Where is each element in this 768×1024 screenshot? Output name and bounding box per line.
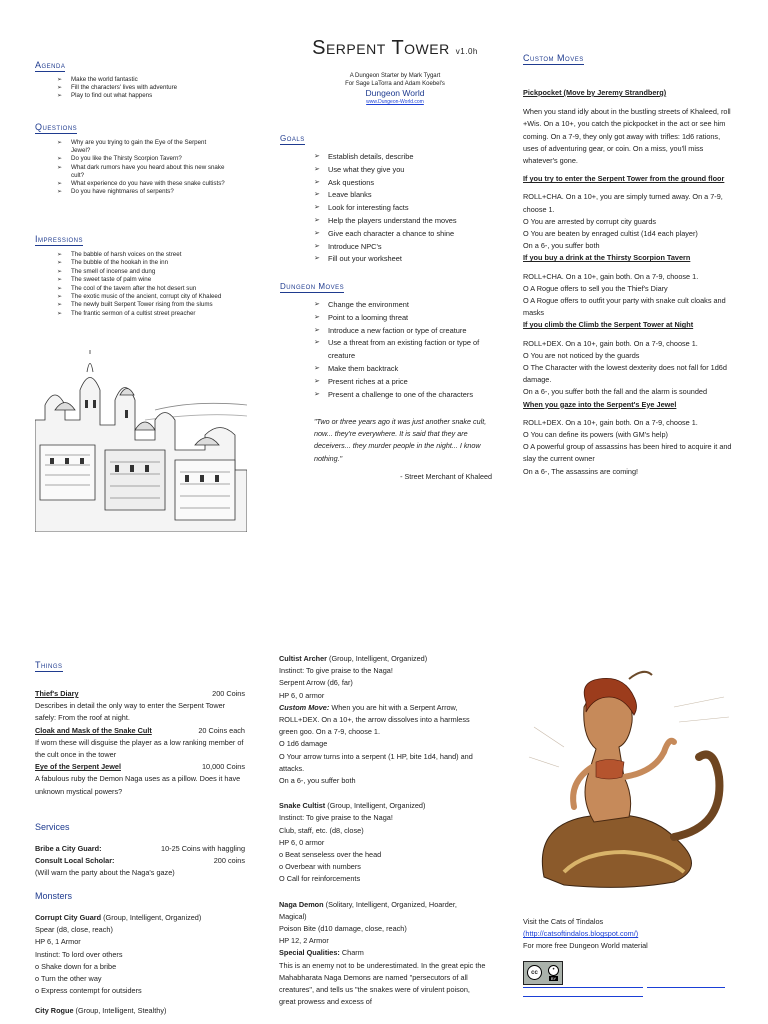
list-item: ➢ The babble of harsh voices on the street bbox=[55, 251, 255, 259]
list-item: ➢ Present riches at a price bbox=[312, 376, 495, 389]
visit-line: Visit the Cats of Tindalos bbox=[523, 917, 604, 926]
monsters-continued bbox=[279, 653, 486, 1008]
for-line: For Sage LaTorra and Adam Koebel's bbox=[345, 81, 445, 87]
services-section bbox=[35, 822, 245, 880]
naga-special: Charm bbox=[341, 948, 364, 958]
enter-tower-option: O You are beaten by enraged cultist (1d4 each player) bbox=[523, 229, 698, 239]
naga-demon-illustration bbox=[524, 667, 734, 891]
list-item: ➢ The exotic music of the ancient, corrupt city of Khaleed bbox=[55, 293, 255, 301]
eye-jewel-name: Eye of the Serpent Jewel bbox=[35, 762, 121, 772]
thiefs-diary-price: 200 Coins bbox=[212, 689, 245, 698]
list-item: ➢ Make them backtrack bbox=[312, 363, 495, 376]
list-item: ➢ Introduce a new faction or type of creature bbox=[312, 325, 495, 338]
enter-tower-roll: ROLL+CHA. On a 10+, you are simply turned away. On a 7-9, choose 1. bbox=[523, 192, 723, 214]
questions-list bbox=[55, 139, 225, 196]
cultist-line: o Beat senseless over the head bbox=[279, 850, 382, 860]
list-item: ➢ Present a challenge to one of the characters bbox=[312, 389, 495, 402]
gaze-title: When you gaze into the Serpent's Eye Jewel bbox=[523, 399, 677, 409]
questions-section bbox=[35, 117, 245, 196]
archer-line: Instinct: To give praise to the Naga! bbox=[279, 666, 393, 676]
agenda-heading: Agenda bbox=[35, 60, 66, 70]
list-item: ➢ What dark rumors have you heard about this new snake cult? bbox=[55, 164, 225, 180]
archer-custom-label: Custom Move: bbox=[279, 702, 330, 712]
guard-line: HP 6, 1 Armor bbox=[35, 937, 81, 947]
eye-jewel-price: 10,000 Coins bbox=[201, 762, 245, 772]
gaze-roll: ROLL+DEX. On a 10+, gain both. On a 7-9, choose 1. bbox=[523, 417, 698, 427]
scholar-note: (Will warn the party about the Naga's gaze) bbox=[35, 868, 175, 878]
drink-roll: ROLL+CHA. On a 10+, gain both. On a 7-9, choose 1. bbox=[523, 271, 699, 281]
title-block bbox=[300, 36, 490, 106]
archer-line: HP 6, 0 armor bbox=[279, 690, 325, 700]
list-item: ➢ Use what they give you bbox=[312, 164, 500, 177]
list-item: ➢ Help the players understand the moves bbox=[312, 215, 500, 228]
rogue-title: City Rogue bbox=[35, 1006, 74, 1016]
guard-line: Instinct: To lord over others bbox=[35, 949, 123, 959]
archer-title: Cultist Archer bbox=[279, 654, 327, 663]
bribe-guard-label: Bribe a City Guard: bbox=[35, 844, 102, 853]
scholar-price: 200 coins bbox=[213, 856, 245, 866]
list-item: ➢ Fill the characters' lives with adventure bbox=[55, 84, 245, 92]
list-item: ➢ Give each character a chance to shine bbox=[312, 228, 500, 241]
guard-tags: (Group, Intelligent, Organized) bbox=[103, 913, 202, 922]
guard-line: o Shake down for a bribe bbox=[35, 961, 117, 971]
agenda-section bbox=[35, 55, 245, 101]
naga-tags: (Solitary, Intelligent, Organized, Hoarder, Magical) bbox=[279, 899, 457, 921]
cultist-title: Snake Cultist bbox=[279, 801, 326, 811]
quote-block bbox=[314, 416, 492, 483]
custom-moves-section bbox=[523, 48, 735, 478]
archer-tags: (Group, Intelligent, Organized) bbox=[329, 654, 428, 663]
list-item: ➢ Leave blanks bbox=[312, 189, 500, 202]
pickpocket-title: Pickpocket (Move by Jeremy Strandberg) bbox=[523, 88, 667, 97]
goals-list bbox=[312, 151, 500, 266]
list-item: ➢ Why are you trying to gain the Eye of the Serpent Jewel? bbox=[55, 139, 225, 155]
cloak-price: 20 Coins each bbox=[198, 725, 245, 735]
license-lines bbox=[523, 987, 733, 988]
list-item: ➢ Look for interesting facts bbox=[312, 202, 500, 215]
quote-attribution: - Street Merchant of Khaleed bbox=[400, 471, 492, 481]
climb-title: If you climb the Climb the Serpent Tower at Night bbox=[523, 320, 694, 330]
list-item: ➢ The bubble of the hookah in the inn bbox=[55, 259, 255, 267]
drink-title: If you buy a drink at the Thirsty Scorpion Tavern bbox=[523, 253, 691, 263]
services-heading: Services bbox=[35, 822, 70, 832]
monsters-section bbox=[35, 891, 245, 1018]
list-item: ➢ Fill out your worksheet bbox=[312, 253, 500, 266]
list-item: ➢ Make the world fantastic bbox=[55, 76, 245, 84]
cloak-name: Cloak and Mask of the Snake Cult bbox=[35, 725, 152, 735]
gaze-option: O You can define its powers (with GM's help) bbox=[523, 430, 668, 440]
guard-line: Spear (d8, close, reach) bbox=[35, 925, 113, 935]
naga-desc: This is an enemy not to be underestimated. In the great epic the Mahabharata Naga Demons are named "persecutors of all creatures", and tells us "the snakes were of virulent poison, great prowess and excess of bbox=[279, 960, 486, 1007]
impressions-heading: Impressions bbox=[35, 234, 84, 244]
list-item: ➢ What experience do you have with these snake cultists? bbox=[55, 180, 225, 188]
scholar-label: Consult Local Scholar: bbox=[35, 856, 115, 866]
goals-section bbox=[280, 128, 500, 266]
drink-option: O A Rogue offers to outfit your party with snake cult cloaks and masks bbox=[523, 296, 726, 318]
archer-custom-text: When you are hit with a Serpent Arrow, ROLL+DEX. On a 10+, the arrow dissolves into a harmless green goo. On a 7-9, choose 1. bbox=[279, 702, 470, 737]
cultist-tags: (Group, Intelligent, Organized) bbox=[327, 801, 426, 811]
dungeon-moves-heading: Dungeon Moves bbox=[280, 282, 345, 291]
person-icon: • bbox=[548, 965, 559, 976]
naga-title: Naga Demon bbox=[279, 899, 324, 909]
gaze-option: O A powerful group of assassins has been hired to acquire it and slay the current owner bbox=[523, 442, 732, 464]
drink-option: O A Rogue offers to sell you the Thief's Diary bbox=[523, 283, 668, 293]
cultist-line: HP 6, 0 armor bbox=[279, 837, 325, 847]
creative-commons-badge[interactable] bbox=[523, 961, 563, 985]
blog-link[interactable]: (http://catsoftindalos.blogspot.com/) bbox=[523, 929, 639, 939]
website-link[interactable]: www.Dungeon-World.com bbox=[366, 99, 424, 105]
agenda-list bbox=[55, 76, 245, 101]
impressions-section bbox=[35, 229, 255, 318]
goals-heading: Goals bbox=[280, 134, 305, 143]
list-item: ➢ The frantic sermon of a cultist street preacher bbox=[55, 310, 255, 318]
list-item: ➢ Do you like the Thirsty Scorpion Tavern? bbox=[55, 155, 225, 163]
guard-title: Corrupt City Guard bbox=[35, 913, 102, 922]
climb-option: O You are not noticed by the guards bbox=[523, 350, 640, 360]
cultist-line: O Call for reinforcements bbox=[279, 874, 361, 884]
list-item: ➢ The sweet taste of palm wine bbox=[55, 276, 255, 284]
list-item: ➢ Do you have nightmares of serpents? bbox=[55, 188, 225, 196]
enter-tower-title: If you try to enter the Serpent Tower from the ground floor bbox=[523, 174, 725, 184]
city-illustration bbox=[35, 350, 247, 532]
climb-roll: ROLL+DEX. On a 10+, gain both. On a 7-9, choose 1. bbox=[523, 338, 698, 348]
list-item: ➢ Use a threat from an existing faction or type of creature bbox=[312, 337, 495, 363]
list-item: ➢ The cool of the tavern after the hot desert sun bbox=[55, 285, 255, 293]
archer-line: O Your arrow turns into a serpent (1 HP, bite 1d4, hand) and attacks. bbox=[279, 751, 473, 773]
more-material-line: For more free Dungeon World material bbox=[523, 941, 648, 951]
monsters-heading: Monsters bbox=[35, 891, 73, 901]
archer-line: O 1d6 damage bbox=[279, 739, 328, 749]
naga-line: Poison Bite (d10 damage, close, reach) bbox=[279, 924, 407, 934]
things-heading: Things bbox=[35, 660, 63, 670]
license-line bbox=[523, 987, 643, 988]
cultist-line: Instinct: To give praise to the Naga! bbox=[279, 813, 393, 823]
guard-line: o Turn the other way bbox=[35, 974, 102, 984]
license-line bbox=[647, 987, 725, 988]
list-item: ➢ Ask questions bbox=[312, 177, 500, 190]
dungeon-moves-list bbox=[312, 299, 495, 401]
game-name: Dungeon World bbox=[365, 88, 425, 98]
rogue-tags: (Group, Intelligent, Stealthy) bbox=[75, 1006, 167, 1016]
page-title: Serpent Tower bbox=[312, 37, 450, 59]
license-line bbox=[523, 996, 643, 997]
list-item: ➢ Point to a looming threat bbox=[312, 312, 495, 325]
bribe-guard-price: 10-25 Coins with haggling bbox=[161, 844, 245, 853]
list-item: ➢ Play to find out what happens bbox=[55, 92, 245, 100]
climb-miss: On a 6-, you suffer both the fall and the alarm is sounded bbox=[523, 387, 708, 397]
cultist-line: o Overbear with numbers bbox=[279, 862, 361, 872]
thiefs-diary-desc: Describes in detail the only way to enter the Serpent Tower safely: From the roof at night. bbox=[35, 701, 226, 723]
eye-jewel-desc: A fabulous ruby the Demon Naga uses as a pillow. Does it have unknown mystical powers? bbox=[35, 774, 241, 796]
questions-heading: Questions bbox=[35, 122, 78, 132]
list-item: ➢ Introduce NPC's bbox=[312, 241, 500, 254]
quote-text: "Two or three years ago it was just another snake cult, now... they're everywhere. It is said that they are deceivers... they murder people in the night... I know nothing." bbox=[314, 417, 487, 463]
things-section bbox=[35, 655, 245, 798]
version-label: v1.0h bbox=[455, 47, 478, 56]
impressions-list bbox=[55, 251, 255, 318]
credits-section bbox=[523, 916, 733, 997]
thiefs-diary-name: Thief's Diary bbox=[35, 689, 79, 698]
author-line: A Dungeon Starter by Mark Tygart bbox=[349, 73, 441, 79]
naga-line: HP 12, 2 Armor bbox=[279, 936, 329, 946]
list-item: ➢ The newly built Serpent Tower rising from the slums bbox=[55, 301, 255, 309]
naga-special-label: Special Qualities: bbox=[279, 948, 340, 958]
list-item: ➢ Establish details, describe bbox=[312, 151, 500, 164]
gaze-miss: On a 6-, The assassins are coming! bbox=[523, 466, 639, 476]
archer-line: On a 6-, you suffer both bbox=[279, 776, 356, 786]
cultist-line: Club, staff, etc. (d8, close) bbox=[279, 825, 364, 835]
dungeon-moves-section bbox=[280, 276, 495, 401]
archer-line: Serpent Arrow (d6, far) bbox=[279, 678, 353, 688]
climb-option: O The Character with the lowest dexterity does not fall for 1d6d damage. bbox=[523, 363, 727, 385]
cloak-desc: If worn these will disguise the player as a low ranking member of the cult once in the tower bbox=[35, 737, 244, 760]
list-item: ➢ The smell of incense and dung bbox=[55, 268, 255, 276]
guard-line: o Express contempt for outsiders bbox=[35, 986, 142, 996]
enter-tower-option: O You are arrested by corrupt city guards bbox=[523, 216, 657, 226]
pickpocket-text: When you stand idly about in the bustling streets of Khaleed, roll +Wis. On a 10+, you catch the pickpocket in the act or see him coming. On a 7-9, they only got away with trifles: 1d6 rations, uses of adventuring gear, or coin. On a miss, you'll miss whatever's gone. bbox=[523, 107, 731, 166]
cc-icon: cc bbox=[527, 965, 542, 980]
by-label: BY bbox=[550, 975, 557, 981]
enter-tower-miss: On a 6-, you suffer both bbox=[523, 241, 600, 251]
custom-moves-heading: Custom Moves bbox=[523, 53, 584, 63]
list-item: ➢ Change the environment bbox=[312, 299, 495, 312]
